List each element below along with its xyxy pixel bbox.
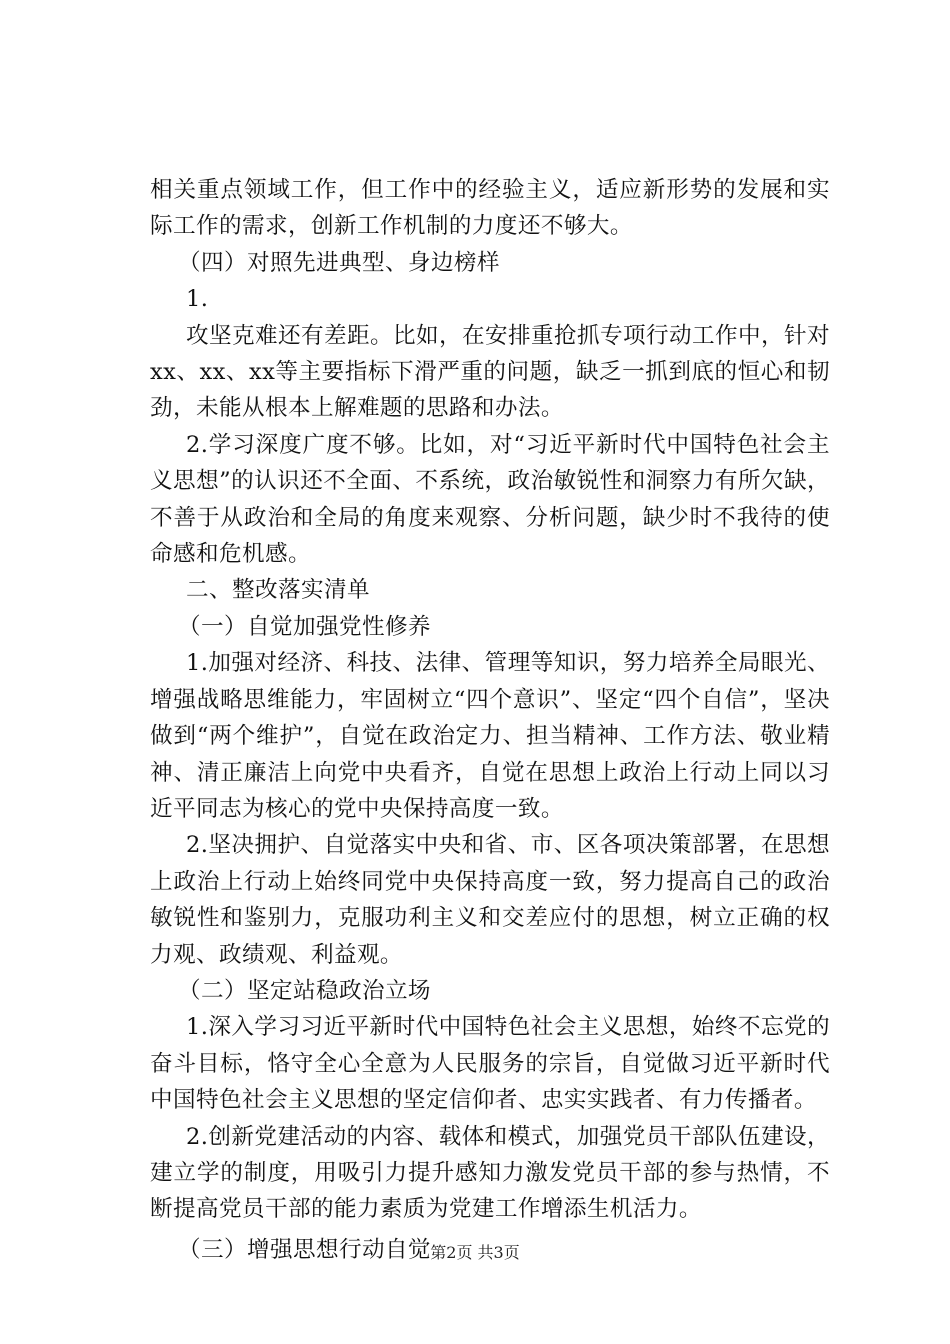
paragraph-strengthen-knowledge: 1.加强对经济、科技、法律、管理等知识，努力培养全局眼光、增强战略思维能力，牢固树立“四个意识”、坚定“四个自信”，坚决做到“两个维护”，自觉在政治定力、担当精神、工作方法、敬业精神、清正廉洁上向党中央看齐，自觉在思想上政治上行动上同以习近平同志为核心的党中央保持高度一致。 — [150, 650, 830, 822]
subheading-2: （二）坚定站稳政治立场 — [178, 977, 431, 1004]
subheading-3: （三）增强思想行动自觉 — [178, 1236, 431, 1263]
paragraph-party-building: 2.创新党建活动的内容、载体和模式，加强党员干部队伍建设，建立学的制度，用吸引力提升感知力激发党员干部的参与热情，不断提高党员干部的能力素质为党建工作增添生机活力。 — [150, 1123, 830, 1223]
paragraph-study-depth: 2.学习深度广度不够。比如，对“习近平新时代中国特色社会主义思想”的认识还不全面、不系统，政治敏锐性和洞察力有所欠缺，不善于从政治和全局的角度来观察、分析问题，缺少时不我待的使命感和危机感。 — [150, 431, 830, 568]
document-body — [150, 172, 830, 1268]
section-heading-2: 二、整改落实清单 — [186, 577, 370, 604]
page-footer: 第2页 共3页 — [430, 1243, 520, 1262]
list-number-1: 1. — [186, 286, 209, 313]
paragraph-1: 相关重点领域工作，但工作中的经验主义，适应新形势的发展和实际工作的需求，创新工作机制的力度还不够大。 — [150, 177, 830, 240]
paragraph-support-decisions: 2.坚决拥护、自觉落实中央和省、市、区各项决策部署，在思想上政治上行动上始终同党中央保持高度一致，努力提高自己的政治敏锐性和鉴别力，克服功利主义和交差应付的思想，树立正确的权力观、政绩观、利益观。 — [150, 832, 830, 968]
paragraph-deep-study: 1.深入学习习近平新时代中国特色社会主义思想，始终不忘党的奋斗目标，恪守全心全意为人民服务的宗旨，自觉做习近平新时代中国特色社会主义思想的坚定信仰者、忠实实践者、有力传播者。 — [150, 1014, 830, 1114]
subheading-4: （四）对照先进典型、身边榜样 — [178, 249, 500, 276]
subheading-1: （一）自觉加强党性修养 — [178, 613, 431, 640]
paragraph-tackle-difficulties: 攻坚克难还有差距。比如，在安排重抢抓专项行动工作中，针对xx、xx、xx等主要指标下滑严重的问题，缺乏一抓到底的恒心和韧劲，未能从根本上解难题的思路和办法。 — [150, 322, 830, 422]
